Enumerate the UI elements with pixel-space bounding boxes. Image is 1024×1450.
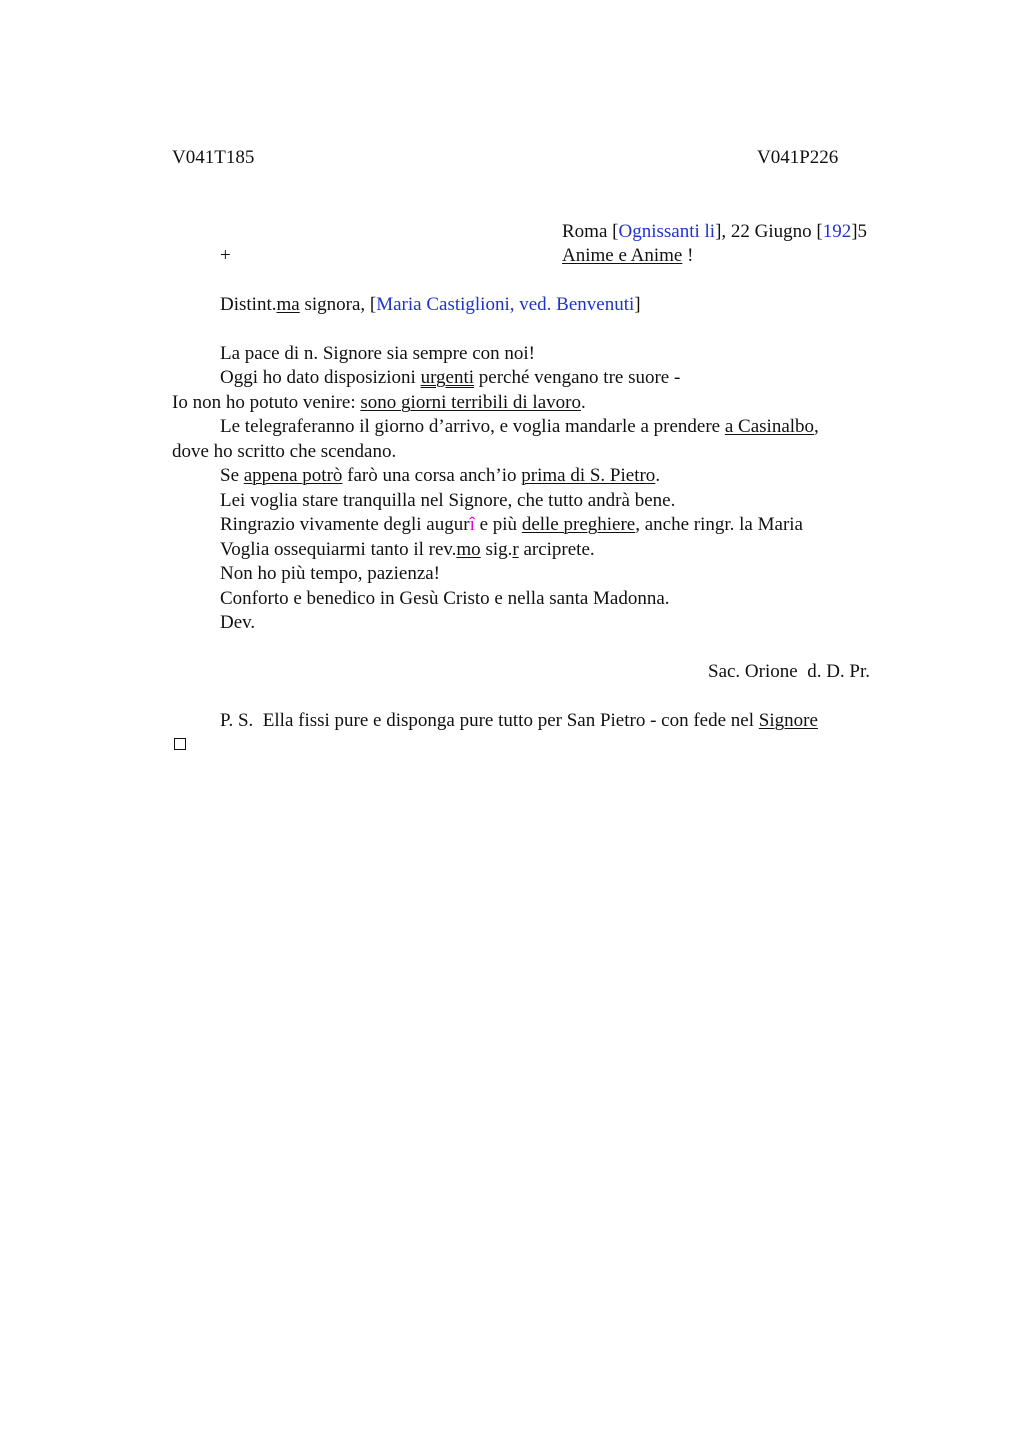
- body-line-4: [220, 415, 819, 439]
- motto-text: Anime e Anime: [562, 245, 683, 266]
- body-line-4-b: ,: [814, 416, 819, 437]
- dateline: [562, 220, 867, 244]
- body-line-6-c: .: [655, 465, 661, 486]
- body-line-3-b: .: [580, 392, 586, 413]
- body-line-2-a: Oggi ho dato disposizioni: [220, 367, 421, 388]
- body-line-8-c: , anche ringr. la Maria: [635, 514, 803, 535]
- dateline-city: Roma [: [562, 221, 619, 242]
- body-line-9-a: Voglia ossequiarmi tanto il rev.: [220, 539, 457, 560]
- body-line-3-a: Io non ho potuto venire:: [172, 392, 361, 413]
- body-line-8-marked-char: î: [469, 514, 475, 535]
- postscript-underlined: Signore: [758, 710, 818, 731]
- salutation-end: ]: [634, 294, 641, 315]
- document-code-right: V041P226: [757, 147, 839, 168]
- body-line-3-underlined: sono giorni terribili di lavoro: [360, 392, 581, 413]
- body-line-6-underlined-1: appena potrò: [243, 465, 343, 486]
- body-line-9-b: sig.: [480, 539, 513, 560]
- body-line-4-underlined: a Casinalbo: [724, 416, 815, 437]
- salutation-abbr: ma: [276, 294, 300, 315]
- postscript: [220, 709, 818, 733]
- body-line-8-b: e più: [474, 514, 522, 535]
- body-line-4-a: Le telegraferanno il giorno d’arrivo, e voglia mandarle a prendere: [220, 416, 725, 437]
- body-line-9-c: arciprete.: [518, 539, 595, 560]
- body-line-11: Conforto e benedico in Gesù Cristo e nella santa Madonna.: [220, 588, 670, 609]
- body-line-5: dove ho scritto che scendano.: [172, 441, 397, 462]
- body-line-6-underlined-2: prima di S. Pietro: [521, 465, 656, 486]
- salutation-prefix: Distint.: [220, 294, 277, 315]
- postscript-text: P. S. Ella fissi pure e disponga pure tutto per San Pietro - con fede nel: [220, 710, 759, 731]
- body-line-8-underlined: delle preghiere: [521, 514, 636, 535]
- body-line-3: [172, 391, 586, 415]
- motto: [562, 244, 693, 268]
- dateline-saint: Ognissanti li: [618, 221, 716, 242]
- signature: Sac. Orione d. D. Pr.: [708, 661, 871, 682]
- body-line-9-underlined-1: mo: [456, 539, 481, 560]
- body-line-7: Lei voglia stare tranquilla nel Signore, che tutto andrà bene.: [220, 490, 676, 511]
- cross-symbol: +: [220, 245, 231, 266]
- body-line-9: [220, 538, 595, 562]
- body-line-6-a: Se: [220, 465, 244, 486]
- body-line-6-b: farò una corsa anch’io: [342, 465, 522, 486]
- dateline-date: ], 22 Giugno [: [715, 221, 823, 242]
- body-line-10: Non ho più tempo, pazienza!: [220, 563, 441, 584]
- salutation-mid: signora, [: [299, 294, 377, 315]
- body-line-1: La pace di n. Signore sia sempre con noi!: [220, 343, 535, 364]
- checkbox-icon: [174, 738, 186, 750]
- dateline-year-end: ]5: [851, 221, 868, 242]
- dateline-year-hint: 192: [822, 221, 852, 242]
- body-line-2-underlined: urgenti: [420, 367, 475, 388]
- body-line-9-underlined-2: r: [512, 539, 519, 560]
- body-line-2-b: perché vengano tre suore -: [474, 367, 681, 388]
- body-line-2: [220, 366, 680, 390]
- document-code-left: V041T185: [172, 147, 255, 168]
- salutation: [220, 293, 641, 317]
- body-line-6: [220, 464, 660, 488]
- body-line-8-a: Ringrazio vivamente degli augur: [220, 514, 470, 535]
- body-line-8: [220, 513, 803, 537]
- body-line-12: Dev.: [220, 612, 256, 633]
- motto-suffix: !: [682, 245, 694, 266]
- recipient-name: Maria Castiglioni, ved. Benvenuti: [376, 294, 635, 315]
